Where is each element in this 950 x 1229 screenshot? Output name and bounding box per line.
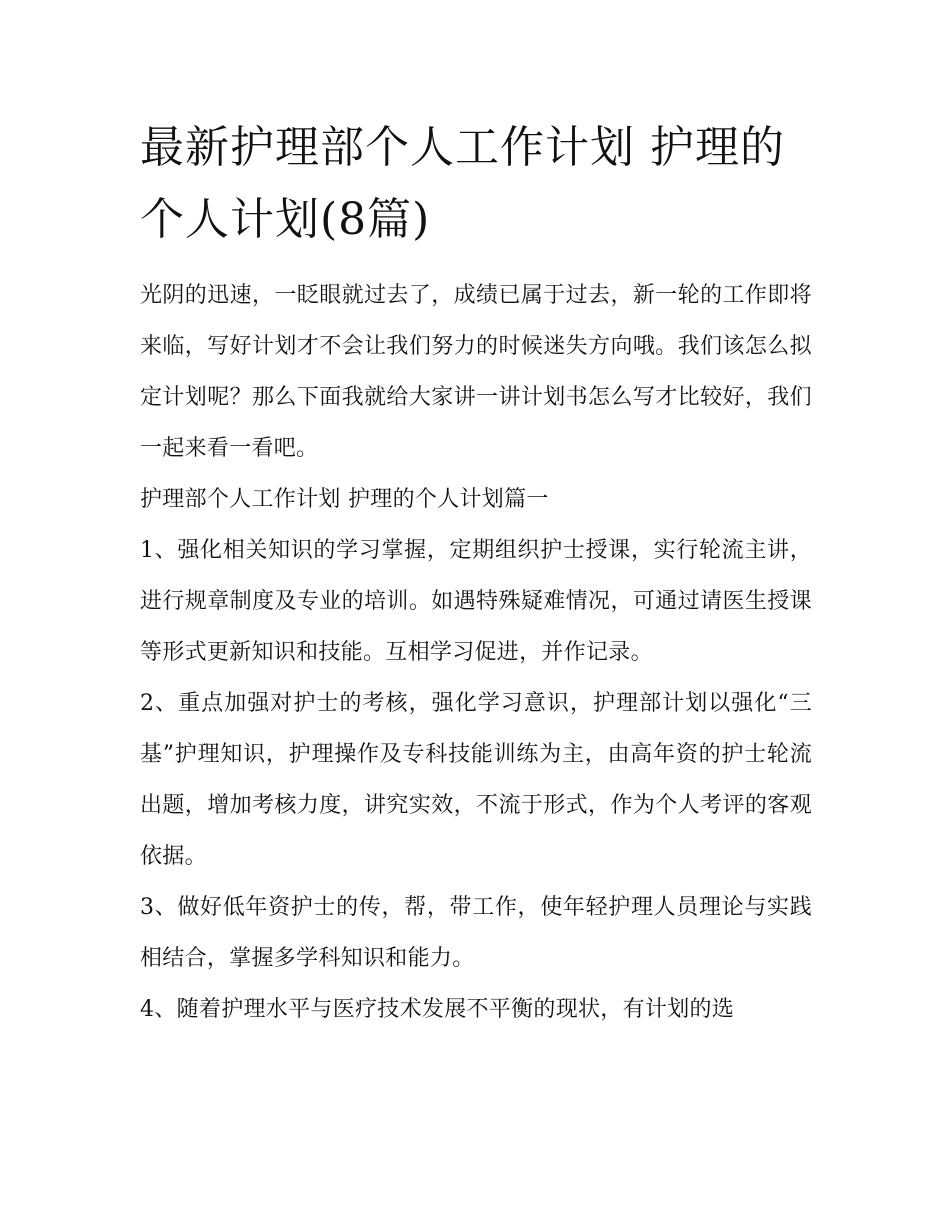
- section-heading: 护理部个人工作计划 护理的个人计划篇一: [140, 487, 549, 512]
- document-title: 最新护理部个人工作计划 护理的个人计划(8篇): [140, 122, 785, 245]
- list-item-3: 3、做好低年资护士的传，帮，带工作，使年轻护理人员理论与实践相结合，掌握多学科知识和能力。: [140, 895, 812, 971]
- list-item-1: 1、强化相关知识的学习掌握，定期组织护士授课，实行轮流主讲，进行规章制度及专业的培训。如遇特殊疑难情况，可通过请医生授课等形式更新知识和技能。互相学习促进，并作记录。: [140, 538, 812, 665]
- list-item-2: 2、重点加强对护士的考核，强化学习意识，护理部计划以强化“三基”护理知识，护理操作及专科技能训练为主，由高年资的护士轮流出题，增加考核力度，讲究实效，不流于形式，作为个人考评的客观依据。: [140, 691, 812, 869]
- intro-paragraph: 光阴的迅速，一眨眼就过去了，成绩已属于过去，新一轮的工作即将来临，写好计划才不会让我们努力的时候迷失方向哦。我们该怎么拟定计划呢？那么下面我就给大家讲一讲计划书怎么写才比较好，我们一起来看一看吧。: [140, 283, 812, 461]
- document-page: [140, 112, 812, 1035]
- list-item-4: 4、随着护理水平与医疗技术发展不平衡的现状，有计划的选: [140, 997, 735, 1022]
